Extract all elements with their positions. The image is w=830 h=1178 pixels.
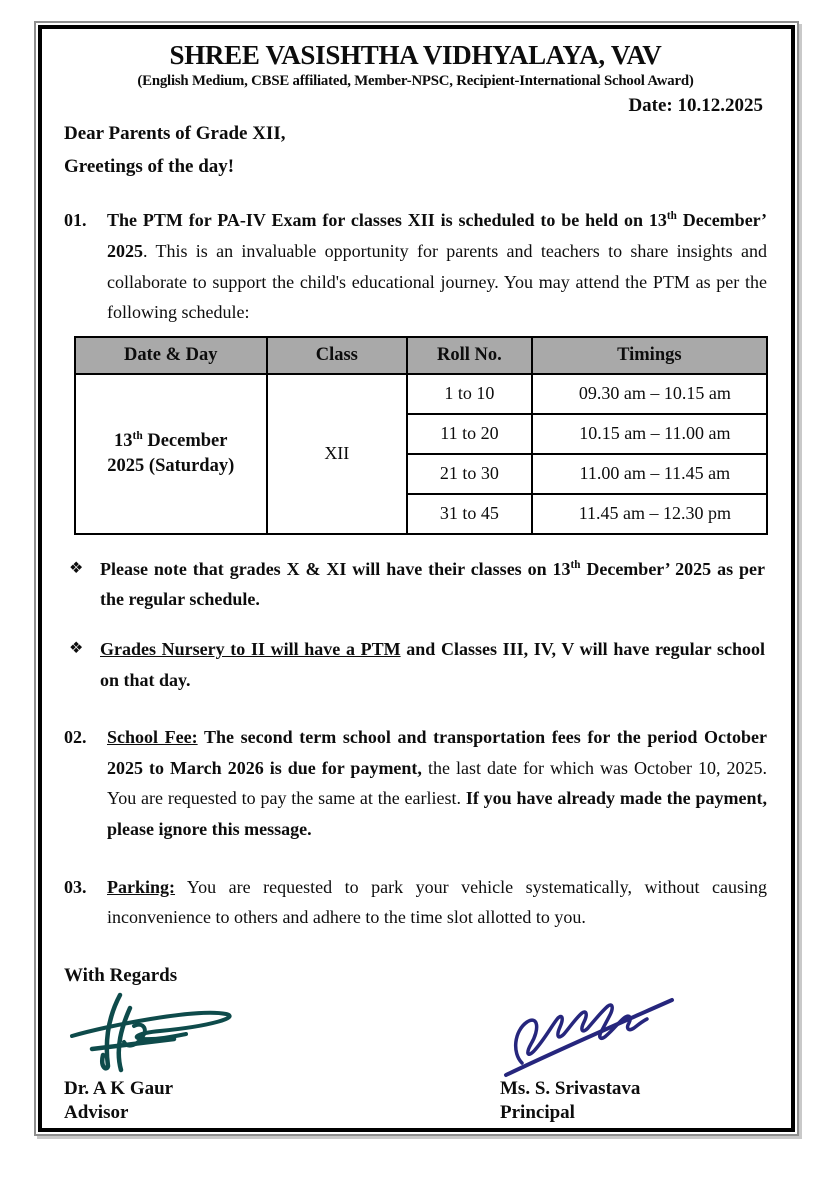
notice-item-01 xyxy=(64,205,767,327)
date-month: December xyxy=(142,430,228,451)
advisor-signature-block xyxy=(64,991,249,1126)
note-bullet-regular-classes xyxy=(64,554,767,615)
date-superscript: th xyxy=(132,429,143,442)
item03-regular: You are requested to park your vehicle systematically, without causing inconvenience to others and adhere to the time slot allotted to you. xyxy=(107,876,767,928)
item01-bold-lead: The PTM for PA-IV Exam for classes XII is scheduled to be held on 13 xyxy=(107,210,667,231)
item01-superscript: th xyxy=(666,210,677,223)
item-text xyxy=(107,872,767,933)
table-header-row xyxy=(75,337,767,374)
ptm-schedule-table xyxy=(74,336,768,535)
school-name: SHREE VASISHTHA VIDHYALAYA, VAV xyxy=(169,40,662,70)
column-header-timings: Timings xyxy=(532,337,767,374)
greeting: Greetings of the day! xyxy=(64,156,235,178)
date-day-cell xyxy=(75,374,267,534)
date-number: 13 xyxy=(114,430,133,451)
bullet1-lead: Please note that grades X & XI will have their classes on 13 xyxy=(100,558,571,579)
principal-title: Principal xyxy=(500,1102,575,1124)
bullet-text xyxy=(100,554,767,615)
principal-name: Ms. S. Srivastava xyxy=(500,1077,641,1099)
principal-signature xyxy=(500,987,678,1079)
closing-regards: With Regards xyxy=(64,964,178,986)
item-text xyxy=(107,722,767,844)
timing-cell: 10.15 am – 11.00 am xyxy=(532,414,767,454)
roll-cell: 31 to 45 xyxy=(407,494,532,534)
timing-cell: 11.45 am – 12.30 pm xyxy=(532,494,767,534)
column-header-date-day: Date & Day xyxy=(75,337,267,374)
notice-content xyxy=(42,29,791,1126)
diamond-bullet-icon: ❖ xyxy=(69,559,84,577)
item02-label: School Fee: xyxy=(107,727,198,748)
bullet2-underlined: Grades Nursery to II will have a PTM xyxy=(100,638,401,659)
bullet-text xyxy=(100,634,767,695)
school-subtitle: (English Medium, CBSE affiliated, Member-NPSC, Recipient-International School Award) xyxy=(137,73,694,90)
column-header-roll-no: Roll No. xyxy=(407,337,532,374)
item-number: 02. xyxy=(64,727,87,748)
diamond-bullet-icon: ❖ xyxy=(69,639,84,657)
principal-signature-block xyxy=(500,991,755,1126)
notice-date: Date: 10.12.2025 xyxy=(628,95,763,117)
roll-cell: 11 to 20 xyxy=(407,414,532,454)
item02-bold-tail: If you have already made the payment, please ignore this message. xyxy=(107,788,767,839)
roll-cell: 1 to 10 xyxy=(407,374,532,414)
bullet2-rest: and Classes III, IV, V will have regular school on that day. xyxy=(100,638,765,690)
advisor-signature-image xyxy=(64,991,249,1075)
column-header-class: Class xyxy=(267,337,408,374)
roll-cell: 21 to 30 xyxy=(407,454,532,494)
timing-cell: 11.00 am – 11.45 am xyxy=(532,454,767,494)
notice-item-02 xyxy=(64,722,767,844)
note-bullet-nursery-ptm xyxy=(64,634,767,695)
table-row xyxy=(75,374,767,414)
advisor-name: Dr. A K Gaur xyxy=(64,1077,174,1099)
item01-bold-tail: December’ 2025 xyxy=(107,210,767,261)
date-year-day: 2025 (Saturday) xyxy=(107,455,235,476)
bullet1-superscript: th xyxy=(570,558,581,571)
bullet1-rest: December’ 2025 as per the regular schedule. xyxy=(100,558,765,610)
advisor-signature xyxy=(64,992,249,1074)
class-cell: XII xyxy=(267,374,408,534)
notice-item-03 xyxy=(64,872,767,933)
item02-bold-lead: The second term school and transportation fees for the period October 2025 to March 2026 is due for payment, xyxy=(107,727,767,778)
item03-label: Parking: xyxy=(107,876,176,897)
item02-regular: the last date for which was October 10, 2025. You are requested to pay the same at the earliest. xyxy=(107,757,767,809)
item01-regular: . This is an invaluable opportunity for parents and teachers to share insights and collaborate to support the child's educational journey. You may attend the PTM as per the following schedule: xyxy=(107,240,767,323)
signature-row xyxy=(64,991,767,1126)
item-number: 01. xyxy=(64,210,87,231)
principal-signature-image xyxy=(500,991,755,1075)
timing-cell: 09.30 am – 10.15 am xyxy=(532,374,767,414)
salutation: Dear Parents of Grade XII, xyxy=(64,123,286,145)
page-border xyxy=(38,25,795,1132)
item-number: 03. xyxy=(64,876,87,897)
item-text xyxy=(107,205,767,327)
advisor-title: Advisor xyxy=(64,1102,129,1124)
